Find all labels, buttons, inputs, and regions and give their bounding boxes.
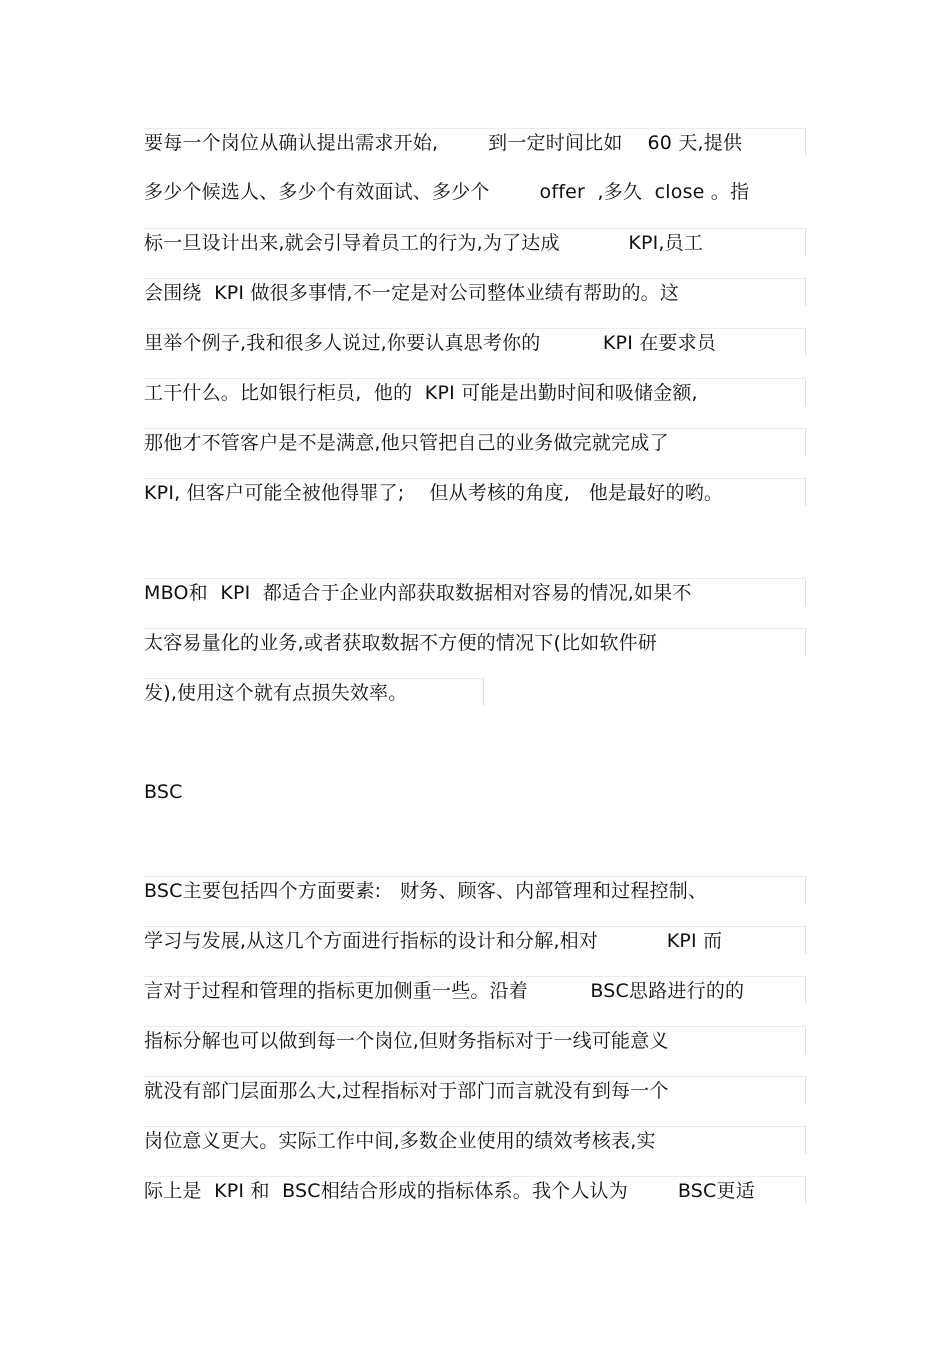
paragraph-1-line-2: 多少个候选人、多少个有效面试、多少个 offer ,多久 close 。指	[144, 181, 750, 203]
paragraph-1-line-1: 要每一个岗位从确认提出需求开始, 到一定时间比如 60 天,提供	[144, 128, 806, 156]
paragraph-1-line-7: 那他才不管客户是不是满意,他只管把自己的业务做完就完成了	[144, 428, 806, 456]
paragraph-3-line-6: 岗位意义更大。实际工作中间,多数企业使用的绩效考核表,实	[144, 1126, 806, 1154]
paragraph-2-line-3: 发),使用这个就有点损失效率。	[144, 678, 484, 706]
paragraph-1-line-8: KPI, 但客户可能全被他得罪了; 但从考核的角度, 他是最好的哟。	[144, 478, 806, 506]
paragraph-3-line-3: 言对于过程和管理的指标更加侧重一些。沿着 BSC思路进行的的	[144, 976, 806, 1004]
paragraph-2-line-2: 太容易量化的业务,或者获取数据不方便的情况下(比如软件研	[144, 628, 806, 656]
section-heading-bsc: BSC	[144, 781, 183, 803]
paragraph-1-line-5: 里举个例子,我和很多人说过,你要认真思考你的 KPI 在要求员	[144, 328, 806, 356]
paragraph-1-line-3: 标一旦设计出来,就会引导着员工的行为,为了达成 KPI,员工	[144, 228, 806, 256]
paragraph-3-line-2: 学习与发展,从这几个方面进行指标的设计和分解,相对 KPI 而	[144, 926, 806, 954]
paragraph-3-line-1: BSC主要包括四个方面要素: 财务、顾客、内部管理和过程控制、	[144, 876, 806, 904]
paragraph-1-line-6: 工干什么。比如银行柜员, 他的 KPI 可能是出勤时间和吸储金额,	[144, 378, 806, 406]
paragraph-3-line-5: 就没有部门层面那么大,过程指标对于部门而言就没有到每一个	[144, 1076, 806, 1104]
paragraph-3-line-7: 际上是 KPI 和 BSC相结合形成的指标体系。我个人认为 BSC更适	[144, 1176, 806, 1204]
paragraph-1-line-4: 会围绕 KPI 做很多事情,不一定是对公司整体业绩有帮助的。这	[144, 278, 806, 306]
paragraph-3-line-4: 指标分解也可以做到每一个岗位,但财务指标对于一线可能意义	[144, 1026, 806, 1054]
paragraph-2-line-1: MBO和 KPI 都适合于企业内部获取数据相对容易的情况,如果不	[144, 578, 806, 606]
